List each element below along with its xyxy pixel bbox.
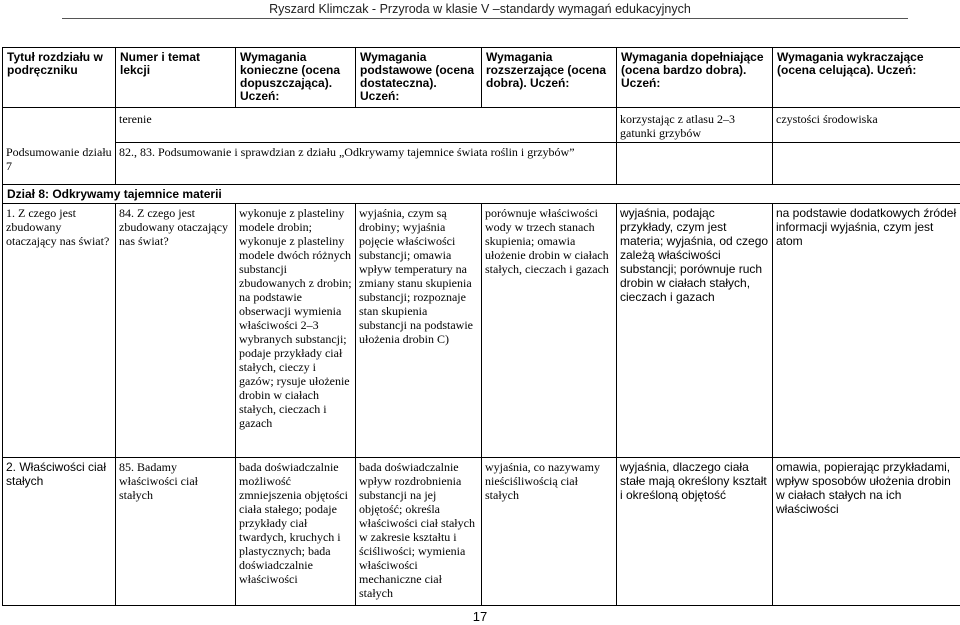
row-konieczne: bada doświadczalnie możliwość zmniejszenia objętości ciała stałego; podaje przykłady ciał twardych, kruchych i plastycznych; bada doświadczalnie właściwości: [236, 458, 356, 606]
header-wykraczajace: Wymagania wykraczające (ocena celująca). Uczeń:: [773, 48, 960, 108]
section-title: Dział 8: Odkrywamy tajemnice materii: [3, 185, 960, 204]
continuation-lesson-text: terenie: [116, 108, 236, 143]
table-row: [3, 204, 960, 458]
running-header: Ryszard Klimczak - Przyroda w klasie V –standardy wymagań edukacyjnych: [269, 2, 691, 16]
summary-dopelniajace-cell: [617, 143, 773, 185]
continuation-wykraczajace-text: czystości środowiska: [773, 108, 960, 143]
row-konieczne: wykonuje z plasteliny modele drobin; wykonuje z plasteliny modele dwóch różnych substancji zbudowanych z drobin; na podstawie obserwacji wymienia właściwości 2–3 wybranych substancji; podaje przykłady ciał stałych, cieczy i gazów; rysuje ułożenie drobin w ciałach stałych, cieczach i gazach: [236, 204, 356, 458]
row-podstawowe: wyjaśnia, czym są drobiny; wyjaśnia pojęcie właściwości substancji; omawia wpływ temperatury na zmiany stanu skupienia substancji; rozpoznaje stan skupienia substancji na podstawie ułożenia drobin C): [356, 204, 482, 458]
header-lesson: Numer i temat lekcji: [116, 48, 236, 108]
table-row: [3, 458, 960, 606]
section-row: [3, 185, 960, 204]
summary-chapter: Podsumowanie działu 7: [3, 143, 116, 185]
row-chapter: 2. Właściwości ciał stałych: [3, 458, 116, 606]
continuation-konieczne-cell: [236, 108, 356, 143]
row-lesson: 84. Z czego jest zbudowany otaczający nas świat?: [116, 204, 236, 458]
row-wykraczajace: na podstawie dodatkowych źródeł informacji wyjaśnia, czym jest atom: [773, 204, 960, 458]
row-podstawowe: bada doświadczalnie wpływ rozdrobnienia substancji na jej objętość; określa właściwości ciał stałych w zakresie kształtu i ściśliwości; wymienia właściwości mechaniczne ciał stałych: [356, 458, 482, 606]
header-konieczne: Wymagania konieczne (ocena dopuszczająca). Uczeń:: [236, 48, 356, 108]
summary-wykraczajace-cell: [773, 143, 960, 185]
row-wykraczajace: omawia, popierając przykładami, wpływ sposobów ułożenia drobin w ciałach stałych na ich właściwości: [773, 458, 960, 606]
continuation-rozszerzajace-cell: [482, 108, 617, 143]
continuation-podstawowe-cell: [356, 108, 482, 143]
row-rozszerzajace: porównuje właściwości wody w trzech stanach skupienia; omawia ułożenie drobin w ciałach stałych, cieczach i gazach: [482, 204, 617, 458]
summary-lesson: 82., 83. Podsumowanie i sprawdzian z działu „Odkrywamy tajemnice świata roślin i grzybów”: [116, 143, 617, 185]
header-chapter: Tytuł rozdziału w podręczniku: [3, 48, 116, 108]
header-podstawowe: Wymagania podstawowe (ocena dostateczna). Uczeń:: [356, 48, 482, 108]
header-row: [3, 48, 960, 108]
header-dopelniajace: Wymagania dopełniające (ocena bardzo dobra). Uczeń:: [617, 48, 773, 108]
row-dopelniajace: wyjaśnia, dlaczego ciała stałe mają określony kształt i określoną objętość: [617, 458, 773, 606]
row-dopelniajace: wyjaśnia, podając przykłady, czym jest materia; wyjaśnia, od czego zależą właściwości substancji; porównuje ruch drobin w ciałach stałych, cieczach i gazach: [617, 204, 773, 458]
row-lesson: 85. Badamy właściwości ciał stałych: [116, 458, 236, 606]
row-chapter: 1. Z czego jest zbudowany otaczający nas świat?: [3, 204, 116, 458]
summary-row: [3, 143, 960, 185]
header-rozszerzajace: Wymagania rozszerzające (ocena dobra). Uczeń:: [482, 48, 617, 108]
row-rozszerzajace: wyjaśnia, co nazywamy nieściśliwością ciał stałych: [482, 458, 617, 606]
requirements-table: [2, 47, 960, 606]
continuation-row: [3, 108, 960, 143]
continuation-dopelniajace-text: korzystając z atlasu 2–3 gatunki grzybów: [617, 108, 773, 143]
header-rule: [62, 18, 908, 19]
page-number: 17: [472, 609, 488, 624]
continuation-chapter-cell: [3, 108, 116, 143]
